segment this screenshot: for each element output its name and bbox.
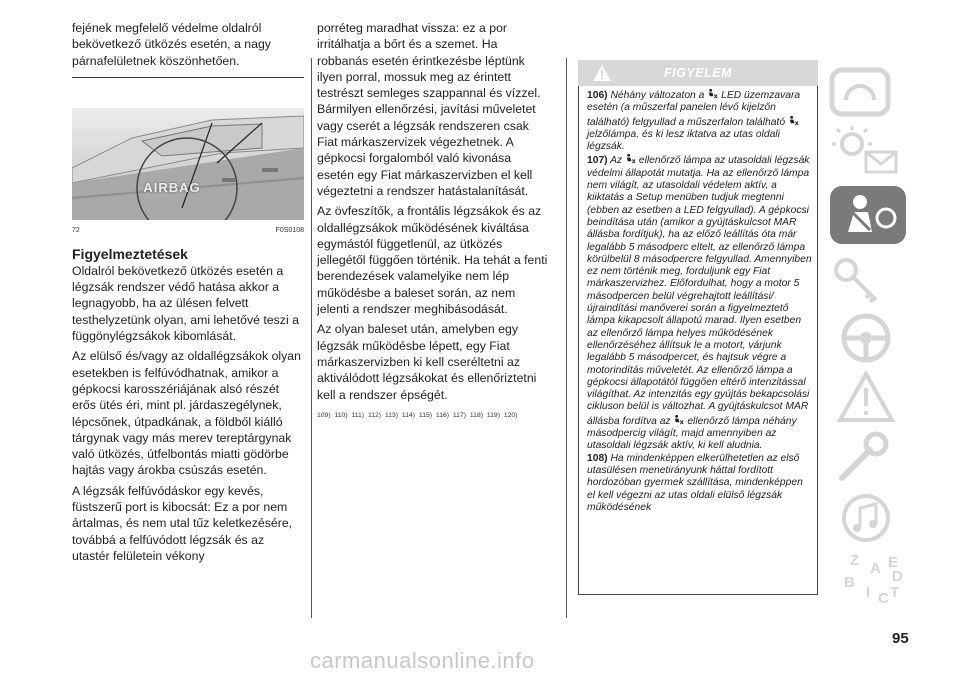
index-letter: D: [892, 568, 903, 585]
index-letter: T: [890, 584, 900, 601]
figure-number: 72: [72, 226, 80, 234]
warning-header: [578, 60, 818, 86]
sidebar-item-starting[interactable]: [826, 248, 946, 308]
note-text: Ha mindenképpen elkerülhetetlen az első utasülésen menetirányunk háttal fordított hordozóban gyermek szállítása, mindenképpen el kell végezni az utas oldali elülső légzsák működésének: [587, 452, 803, 513]
intro-text: fejének megfelelő védelme oldalról bekövetkező ütközés esetén, a nagy párnafelületnek köszönhetően.: [72, 21, 271, 68]
warning-title: FIGYELEM: [664, 66, 732, 80]
paragraph: Az övfeszítők, a frontális légzsákok és az oldallégzsákok működésének kiváltása egymástól függetlenül, az ütközés jellegétől függően történik. Ha tehát a fenti berendezések valamelyike nem lép működésbe a baleset során, az nem jelenti a rendszer meghibásodását.: [317, 204, 548, 317]
warning-triangle-icon: [826, 368, 946, 428]
steering-wheel-icon: [826, 308, 946, 368]
sidebar-item-multimedia[interactable]: [826, 488, 946, 548]
paragraph: Az olyan baleset után, amelyben egy légzsák működésbe lépett, egy Fiat márkaszervizben ki kell cseréltetni az aktiválódott légzsákokat és ellenőriztetni kell a rendszer épségét.: [317, 322, 537, 402]
warning-note-108: [587, 453, 813, 514]
note-text: Az: [610, 155, 623, 167]
index-alphabet-icon: [826, 550, 906, 610]
page-number: 95: [892, 630, 909, 647]
index-letter: A: [870, 560, 881, 577]
warning-note-107: [587, 153, 813, 452]
column-divider: [311, 58, 312, 618]
dashboard-gauge-icon: [826, 62, 946, 122]
passenger-airbag-off-icon: [788, 115, 799, 126]
music-gps-icon: [826, 488, 946, 548]
watermark: carmanualsonline.info: [310, 648, 535, 673]
section-heading: Figyelmeztetések: [72, 245, 188, 262]
key-icon: [826, 248, 946, 308]
sidebar-item-index[interactable]: [826, 550, 946, 610]
note-text: jelzőlámpa, és ki lesz iktatva az utas oldali légzsák.: [587, 128, 780, 153]
warning-note-106: [587, 88, 813, 153]
warning-box: [578, 60, 818, 595]
paragraph: porréteg maradhat vissza: ez a por irritálhatja a bőrt és a szemet. Ha robbanás esetén érintkezésbe léptünk ilyen porral, mossuk meg az érintett testrészt semleges szappannal és vízzel. Bármilyen ellenőrzési, javítási műveletet vagy cserét a légzsák rendszeren csak Fiat márkaszervizek végezhetnek. A gépkocsi forgalomból való kivonása esetén egy Fiat márkaszervizben el kell végeztetni a rendszer hatástalanítását.: [317, 21, 541, 198]
figure-code: F0S0108: [275, 226, 304, 234]
note-text: ellenőrző lámpa az utasoldali légzsák védelmi állapotát mutatja. Ha az ellenőrző lámpa nem világít, az utasoldali védelem aktív, a kiiktatás a Setup menüben tudjuk megtenni (ebben az esetben a LED felgyullad). A gépkocsi beindítása után (amikor a gyújtáskulcsot MAR állásba fordítjuk), ha az előző leállítás óta már legalább 5 másodperc eltelt, az ellenőrző lámpa körülbelül 8 másodpercre felgyullad. Amennyiben ez nem történik meg, forduljunk egy Fiat márkaszervizhez. Előfordulhat, hogy a motor 5 másodpercen belül végrehajtott leállítási/újraindítási manőverei során a figyelmeztető lámpa kikapcsolt állapotú marad. Ilyen esetben az ellenőrző lámpa helyes működésének ellenőrzéséhez állítsuk le a motort, várjunk legalább 5 másodpercet, és hajtsuk végre a motorindítás műveletét. Az ellenőrző lámpa a gépkocsi állapotától függően eltérő intenzitással világíthat. Az intenzitás egy gyújtás bekapcsolási cikluson belül is változhat. A gyújtáskulcsot MAR állásba fordítva az: [587, 155, 812, 427]
column-2: [317, 20, 549, 423]
airbag-badge: AIRBAG: [143, 179, 201, 195]
sidebar-item-lights[interactable]: [826, 122, 946, 182]
index-letter: B: [844, 574, 855, 591]
paragraph: A légzsák felfúvódáskor egy kevés, füstszerű port is kibocsát: Ez a por nem ártalmas, és nem utal tűz keletkezésére, továbbá a felfúvódott légzsák és az utastér felületein vékony: [72, 483, 293, 563]
sidebar-item-emergency[interactable]: [826, 368, 946, 428]
note-number: 108): [587, 452, 608, 464]
paragraph: Oldalról bekövetkező ütközés esetén a légzsák rendszer védő hatása akkor a legnagyobb, ha az ülésen felvett testhelyzetünk olyan, ami lehetővé teszi a függönylégzsákok kibomlását.: [72, 263, 299, 344]
paragraph: Az elülső és/vagy az oldallégzsákok olyan esetekben is felfúvódhatnak, amikor a gépkocsi karosszériájának alsó részét erős ütés éri, mint pl. járdaszegélynek, lépcsőnek, útpadkának, a földből kiálló tárgynak vagy más merev tereptárgynak való ütközés, útfelbontás miatti gödörbe hajtás vagy árokba csúszás esetén.: [72, 349, 301, 478]
index-letter: E: [888, 554, 899, 571]
wrench-icon: [826, 428, 946, 488]
reference-list: 109) 110) 111) 112) 113) 114) 115) 116) 117) 118) 119) 120): [317, 411, 518, 419]
sidebar-item-safety[interactable]: [826, 184, 946, 244]
lights-mail-icon: [826, 122, 946, 182]
column-1: [72, 20, 304, 564]
index-letter: I: [866, 584, 871, 601]
seatbelt-airbag-icon: [826, 184, 946, 246]
passenger-airbag-off-icon: [673, 414, 684, 425]
index-letter: Z: [850, 552, 860, 569]
warning-body: [578, 86, 818, 595]
note-text: LED üzemzavara esetén (a műszerfal panelen lévő kijelzőn található) felgyullad a műszerfalon található: [587, 90, 801, 128]
figure-caption: [72, 227, 304, 234]
note-text: ellenőrző lámpa néhány másodpercig világít, majd amennyiben az utasoldali légzsák aktív, ki kell aludnia.: [587, 415, 797, 452]
airbag-figure: [72, 108, 304, 232]
sidebar-item-maintenance[interactable]: [826, 428, 946, 488]
note-number: 107): [587, 155, 608, 167]
note-number: 106): [587, 90, 608, 101]
passenger-airbag-off-icon: [707, 88, 718, 99]
index-letter: C: [878, 590, 889, 607]
sidebar-item-dashboard[interactable]: [826, 62, 946, 122]
passenger-airbag-off-icon: [625, 153, 636, 164]
separator: [72, 77, 304, 78]
note-text: Néhány változaton a: [610, 90, 705, 101]
sidebar-item-driving[interactable]: [826, 308, 946, 368]
car-airbag-illustration: [72, 108, 304, 220]
column-divider: [566, 58, 567, 618]
